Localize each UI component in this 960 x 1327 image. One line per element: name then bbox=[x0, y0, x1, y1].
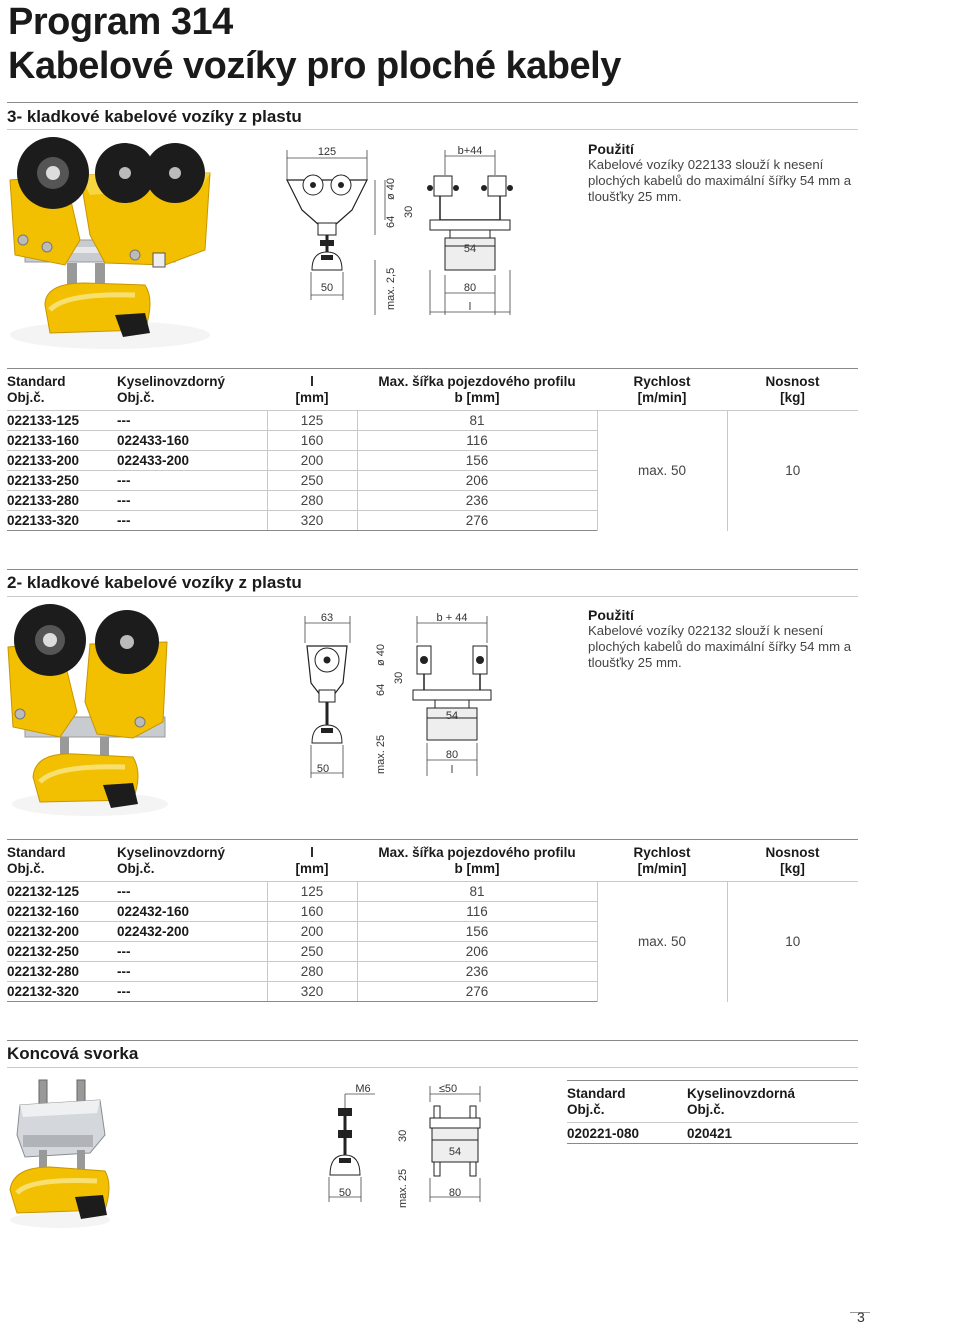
col-l: l [mm] bbox=[295, 845, 329, 876]
clamp-table-top-rule bbox=[567, 1080, 858, 1081]
usage-block-2 bbox=[588, 607, 858, 671]
end-clamp-photo bbox=[5, 1075, 115, 1230]
trolley-3-roller-side-drawing bbox=[420, 140, 520, 320]
col-width: Max. šířka pojezdového profilu b [mm] bbox=[378, 374, 576, 405]
page-number: 3 bbox=[857, 1309, 865, 1325]
table-row: 022132-200 022432-200 200 156 bbox=[7, 922, 858, 942]
vertical-dims-2 bbox=[368, 640, 408, 780]
dim-max-25: max. 25 bbox=[397, 1168, 409, 1208]
col-standard: Standard Obj.č. bbox=[7, 374, 66, 405]
dim-m6: M6 bbox=[355, 1083, 371, 1095]
section3-title: Koncová svorka bbox=[7, 1044, 139, 1063]
vertical-dims-3 bbox=[390, 1100, 414, 1210]
dim-diam-40: ø 40 bbox=[375, 643, 387, 666]
trolley-2-roller-photo bbox=[5, 602, 170, 817]
col-l: l [mm] bbox=[295, 374, 329, 405]
vertical-dims-1 bbox=[378, 170, 418, 315]
section-divider bbox=[7, 569, 858, 570]
section-divider bbox=[7, 102, 858, 103]
load-value: 10 bbox=[727, 882, 858, 1002]
dim-64: 64 bbox=[375, 683, 387, 696]
usage-heading: Použití bbox=[588, 607, 634, 623]
spec-table-1 bbox=[7, 374, 858, 531]
table-row: 022132-320 --- 320 276 bbox=[7, 982, 858, 1002]
dim-64: 64 bbox=[385, 215, 397, 228]
col-width: Max. šířka pojezdového profilu b [mm] bbox=[378, 845, 576, 876]
speed-value: max. 50 bbox=[597, 882, 727, 1002]
section-divider bbox=[7, 129, 858, 130]
dim-80: 80 bbox=[463, 282, 477, 294]
trolley-3-roller-photo bbox=[5, 135, 215, 350]
dim-125: 125 bbox=[317, 146, 337, 158]
usage-text: Kabelové vozíky 022133 slouží k nesení plochých kabelů do maximální šířky 54 mm a tloušťky 25 mm. bbox=[588, 157, 852, 204]
col-load: Nosnost [kg] bbox=[765, 845, 820, 876]
table-row: 022133-250 --- 250 206 bbox=[7, 471, 858, 491]
load-value: 10 bbox=[727, 411, 858, 531]
speed-value: max. 50 bbox=[597, 411, 727, 531]
end-clamp-side-drawing bbox=[420, 1080, 490, 1205]
col-acid: Kyselinovzdorný Obj.č. bbox=[117, 374, 226, 405]
section-divider bbox=[7, 1040, 858, 1041]
dim-max-2-5: max. 2,5 bbox=[385, 267, 397, 310]
table-top-rule bbox=[7, 839, 858, 840]
table-row: 022133-320 --- 320 276 bbox=[7, 511, 858, 531]
table-row: 022133-160 022433-160 160 116 bbox=[7, 431, 858, 451]
dim-diam-40: ø 40 bbox=[385, 177, 397, 200]
section1-title: 3- kladkové kabelové vozíky z plastu bbox=[7, 107, 302, 126]
col-standard: Standard Obj.č. bbox=[7, 845, 66, 876]
col-speed: Rychlost [m/min] bbox=[633, 845, 691, 876]
dim-30: 30 bbox=[393, 671, 405, 684]
dim-30: 30 bbox=[403, 205, 415, 218]
dim-54: 54 bbox=[445, 710, 459, 722]
section-divider bbox=[7, 1067, 858, 1068]
spec-table-2 bbox=[7, 845, 858, 1002]
dim-50: 50 bbox=[316, 763, 330, 775]
table-top-rule bbox=[7, 368, 858, 369]
table-row: 022132-250 --- 250 206 bbox=[7, 942, 858, 962]
col-acid: Kyselinovzdorná Obj.č. bbox=[687, 1086, 796, 1117]
dim-80: 80 bbox=[448, 1187, 462, 1199]
usage-text: Kabelové vozíky 022132 slouží k nesení plochých kabelů do maximální šířky 54 mm a tloušťky 25 mm. bbox=[588, 623, 852, 670]
usage-block-1 bbox=[588, 141, 858, 205]
trolley-2-roller-front-drawing bbox=[295, 608, 365, 783]
dim-50: 50 bbox=[338, 1187, 352, 1199]
dim-b-44: b+44 bbox=[457, 145, 483, 157]
col-standard: Standard Obj.č. bbox=[567, 1086, 626, 1117]
table-row: 022133-125 --- 125 81 max. 50 10 bbox=[7, 411, 858, 431]
table-row: 022132-125 --- 125 81 max. 50 10 bbox=[7, 882, 858, 902]
table-row: 020221-080 020421 bbox=[567, 1123, 858, 1144]
table-row: 022132-160 022432-160 160 116 bbox=[7, 902, 858, 922]
page-title-line1: Program 314 bbox=[8, 1, 233, 43]
end-clamp-table bbox=[567, 1086, 858, 1144]
dim-50: 50 bbox=[320, 282, 334, 294]
col-speed: Rychlost [m/min] bbox=[633, 374, 691, 405]
table-row: 022133-200 022433-200 200 156 bbox=[7, 451, 858, 471]
dim-max-25: max. 25 bbox=[375, 734, 387, 774]
col-acid: Kyselinovzdorný Obj.č. bbox=[117, 845, 226, 876]
dim-54: 54 bbox=[463, 243, 477, 255]
trolley-2-roller-side-drawing bbox=[405, 608, 500, 778]
trolley-3-roller-front-drawing bbox=[280, 140, 390, 315]
table-row: 022132-280 --- 280 236 bbox=[7, 962, 858, 982]
dim-30: 30 bbox=[397, 1129, 409, 1142]
dim-l: l bbox=[468, 301, 472, 313]
section-divider bbox=[7, 596, 858, 597]
table-row: 022133-280 --- 280 236 bbox=[7, 491, 858, 511]
col-load: Nosnost [kg] bbox=[765, 374, 820, 405]
dim-le-50: ≤50 bbox=[438, 1083, 458, 1095]
dim-l: l bbox=[450, 764, 454, 776]
dim-80: 80 bbox=[445, 749, 459, 761]
usage-heading: Použití bbox=[588, 141, 634, 157]
section2-title: 2- kladkové kabelové vozíky z plastu bbox=[7, 573, 302, 592]
page-title-line2: Kabelové vozíky pro ploché kabely bbox=[8, 45, 621, 87]
dim-63: 63 bbox=[320, 612, 334, 624]
end-clamp-front-drawing bbox=[320, 1080, 380, 1205]
dim-54: 54 bbox=[448, 1146, 462, 1158]
dim-b-44: b + 44 bbox=[436, 612, 468, 624]
